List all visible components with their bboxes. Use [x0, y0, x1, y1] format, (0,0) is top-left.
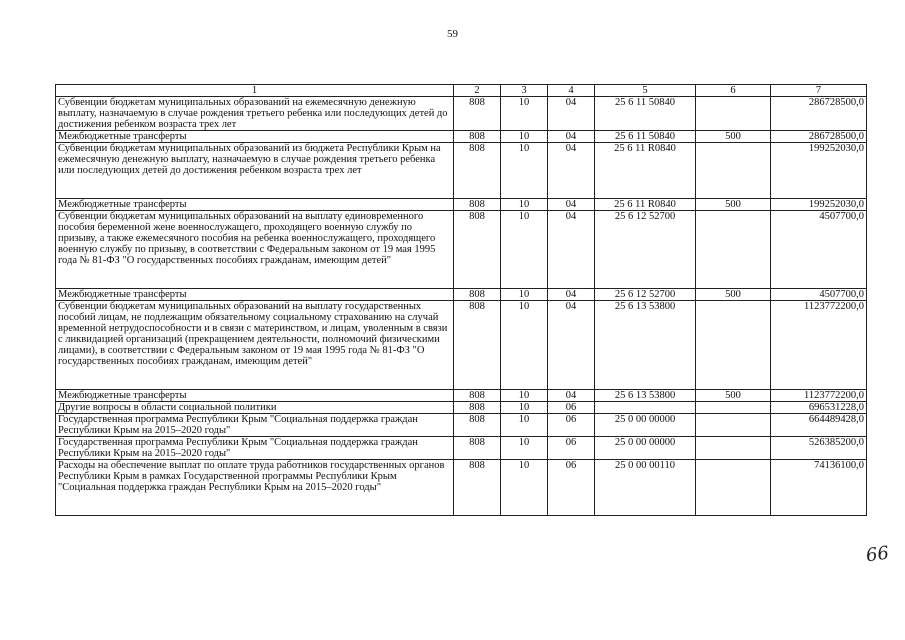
row-col-3: 10 [501, 460, 548, 516]
row-col-4: 04 [548, 199, 595, 211]
row-col-3: 10 [501, 390, 548, 402]
row-name: Другие вопросы в области социальной политики [56, 402, 454, 414]
row-col-3: 10 [501, 301, 548, 390]
row-col-5: 25 6 11 50840 [595, 131, 696, 143]
table-row [56, 390, 867, 402]
row-col-5: 25 0 00 00000 [595, 437, 696, 460]
table-row [56, 437, 867, 460]
row-col-2: 808 [454, 211, 501, 289]
row-name: Межбюджетные трансферты [56, 390, 454, 402]
row-col-3: 10 [501, 211, 548, 289]
row-col-3: 10 [501, 289, 548, 301]
table-row [56, 211, 867, 289]
row-name: Субвенции бюджетам муниципальных образований из бюджета Республики Крым на ежемесячную денежную выплату, назначаемую в случае рождения третьего ребенка или последующих детей до достижения ребенком возраста трех лет [56, 143, 454, 199]
row-col-3: 10 [501, 199, 548, 211]
row-name: Субвенции бюджетам муниципальных образований на выплату государственных пособий лицам, не подлежащим обязательному социальному страхованию на случай временной нетрудоспособности и в связи с материнством, и лицам, уволенным в связи с ликвидацией организаций (прекращением деятельности, полномочий физическими лицами), в соответствии с Федеральным законом от 19 мая 1995 года № 81-ФЗ "О государственных пособиях гражданам, имеющим детей" [56, 301, 454, 390]
row-col-5 [595, 402, 696, 414]
row-name: Государственная программа Республики Крым "Социальная поддержка граждан Республики Крым на 2015–2020 годы" [56, 414, 454, 437]
row-col-5: 25 6 11 50840 [595, 97, 696, 131]
table-row [56, 97, 867, 131]
row-col-6: 500 [696, 289, 771, 301]
row-col-4: 06 [548, 402, 595, 414]
row-col-5: 25 6 11 R0840 [595, 143, 696, 199]
row-col-4: 04 [548, 211, 595, 289]
row-col-2: 808 [454, 437, 501, 460]
row-col-2: 808 [454, 301, 501, 390]
row-col-4: 04 [548, 301, 595, 390]
row-col-3: 10 [501, 97, 548, 131]
row-col-3: 10 [501, 437, 548, 460]
row-amount: 1123772200,0 [771, 301, 867, 390]
row-col-2: 808 [454, 289, 501, 301]
row-col-4: 04 [548, 289, 595, 301]
budget-table [55, 84, 867, 516]
row-col-6: 500 [696, 390, 771, 402]
row-col-5: 25 6 12 52700 [595, 289, 696, 301]
header-cell-6: 6 [696, 85, 771, 97]
row-col-6: 500 [696, 199, 771, 211]
row-name: Межбюджетные трансферты [56, 199, 454, 211]
row-col-2: 808 [454, 460, 501, 516]
row-col-2: 808 [454, 131, 501, 143]
header-row [56, 85, 867, 97]
row-col-3: 10 [501, 414, 548, 437]
row-col-3: 10 [501, 402, 548, 414]
row-amount: 286728500,0 [771, 97, 867, 131]
table-row [56, 131, 867, 143]
row-name: Межбюджетные трансферты [56, 289, 454, 301]
row-col-6: 500 [696, 131, 771, 143]
row-col-5: 25 6 11 R0840 [595, 199, 696, 211]
table-row [56, 301, 867, 390]
row-amount: 199252030,0 [771, 143, 867, 199]
row-amount: 526385200,0 [771, 437, 867, 460]
page-number: 59 [447, 28, 458, 40]
row-col-4: 06 [548, 460, 595, 516]
row-amount: 1123772200,0 [771, 390, 867, 402]
row-col-3: 10 [501, 143, 548, 199]
table-row [56, 289, 867, 301]
row-amount: 664489428,0 [771, 414, 867, 437]
row-amount: 4507700,0 [771, 289, 867, 301]
row-col-2: 808 [454, 414, 501, 437]
row-col-2: 808 [454, 199, 501, 211]
row-amount: 74136100,0 [771, 460, 867, 516]
row-col-5: 25 6 12 52700 [595, 211, 696, 289]
row-name: Расходы на обеспечение выплат по оплате труда работников государственных органов Республики Крым в рамках Государственной программы Республики Крым "Социальная поддержка граждан Республики Крым на 2015–2020 годы" [56, 460, 454, 516]
row-amount: 4507700,0 [771, 211, 867, 289]
table-row [56, 414, 867, 437]
row-amount: 696531228,0 [771, 402, 867, 414]
row-name: Государственная программа Республики Крым "Социальная поддержка граждан Республики Крым на 2015–2020 годы" [56, 437, 454, 460]
row-col-5: 25 0 00 00000 [595, 414, 696, 437]
row-col-6 [696, 402, 771, 414]
row-col-4: 04 [548, 97, 595, 131]
row-col-4: 06 [548, 437, 595, 460]
row-amount: 286728500,0 [771, 131, 867, 143]
row-col-3: 10 [501, 131, 548, 143]
table-row [56, 460, 867, 516]
row-col-2: 808 [454, 390, 501, 402]
row-col-6 [696, 143, 771, 199]
row-col-4: 06 [548, 414, 595, 437]
row-col-4: 04 [548, 143, 595, 199]
row-col-2: 808 [454, 402, 501, 414]
row-col-5: 25 6 13 53800 [595, 301, 696, 390]
row-name: Субвенции бюджетам муниципальных образований на ежемесячную денежную выплату, назначаемую в случае рождения третьего ребенка или последующих детей до достижения ребенком возраста трех лет [56, 97, 454, 131]
row-col-6 [696, 437, 771, 460]
header-cell-3: 3 [501, 85, 548, 97]
row-col-2: 808 [454, 143, 501, 199]
row-col-6 [696, 414, 771, 437]
table-row [56, 143, 867, 199]
handwritten-page-mark: 66 [864, 542, 891, 567]
header-cell-1: 1 [56, 85, 454, 97]
row-col-5: 25 6 13 53800 [595, 390, 696, 402]
header-cell-2: 2 [454, 85, 501, 97]
header-cell-4: 4 [548, 85, 595, 97]
row-col-4: 04 [548, 390, 595, 402]
row-col-6 [696, 460, 771, 516]
row-name: Субвенции бюджетам муниципальных образований на выплату единовременного пособия беременной жене военнослужащего, проходящего военную службу по призыву, а также ежемесячного пособия на ребенка военнослужащего, проходящего военную службу по призыву, в соответствии с Федеральным законом от 19 мая 1995 года № 81-ФЗ "О государственных пособиях гражданам, имеющим детей" [56, 211, 454, 289]
row-col-4: 04 [548, 131, 595, 143]
table-row [56, 402, 867, 414]
row-name: Межбюджетные трансферты [56, 131, 454, 143]
header-cell-7: 7 [771, 85, 867, 97]
row-amount: 199252030,0 [771, 199, 867, 211]
row-col-5: 25 0 00 00110 [595, 460, 696, 516]
row-col-6 [696, 97, 771, 131]
row-col-6 [696, 211, 771, 289]
row-col-6 [696, 301, 771, 390]
table-row [56, 199, 867, 211]
header-cell-5: 5 [595, 85, 696, 97]
row-col-2: 808 [454, 97, 501, 131]
